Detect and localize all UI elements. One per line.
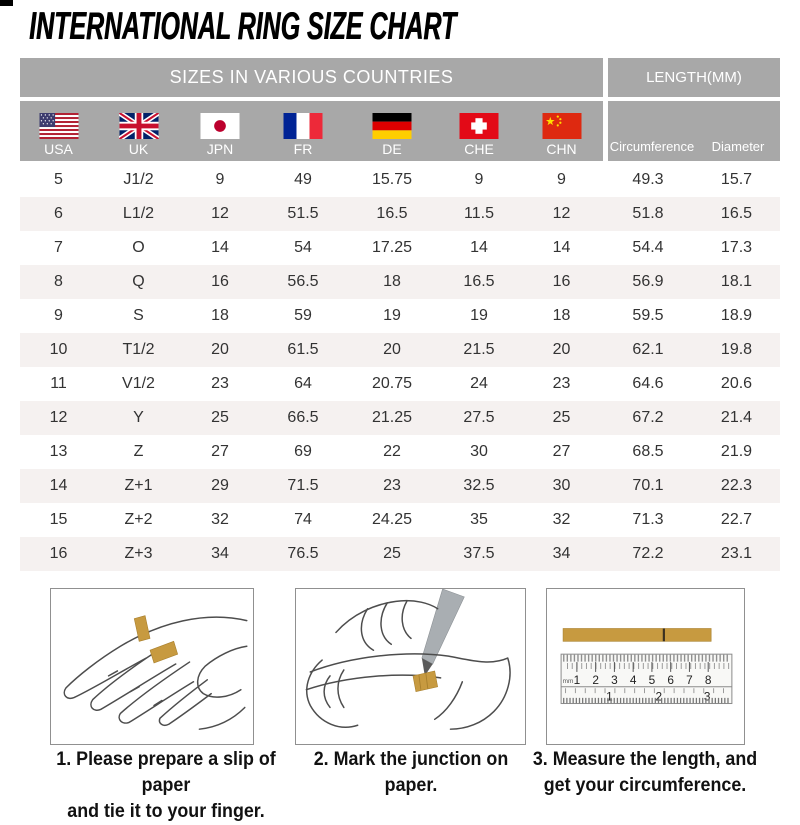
table-cell: 20.75: [371, 375, 413, 392]
table-cell: 51.5: [287, 205, 319, 222]
diameter-column-header: Diameter: [711, 139, 765, 154]
table-row: [20, 401, 780, 435]
table-cell: 24.25: [371, 511, 413, 528]
table-cell: 18: [552, 307, 571, 324]
table-cell: 49: [294, 171, 312, 188]
step3-figure: [546, 588, 745, 745]
step3-caption: [520, 747, 770, 799]
table-cell: 15.7: [720, 171, 753, 188]
table-cell: T1/2: [122, 341, 155, 358]
table-group-header: [20, 58, 780, 97]
table-cell: 19: [470, 307, 488, 324]
table-cell: 18.1: [720, 273, 753, 290]
circumference-column-header: Circumference: [609, 139, 695, 154]
corner-artifact: [0, 0, 13, 6]
ruler-cm-number: 8: [704, 672, 712, 687]
table-cell: 16: [49, 545, 68, 562]
column-usa: [20, 101, 97, 161]
table-row: [20, 435, 780, 469]
table-cell: 34: [211, 545, 229, 562]
table-cell: 56.9: [632, 273, 664, 290]
table-cell: Z+2: [124, 511, 153, 528]
table-cell: 69: [294, 443, 312, 460]
table-cell: 62.1: [632, 341, 664, 358]
ruler-cm-number: 7: [686, 672, 693, 687]
table-cell: 19: [383, 307, 401, 324]
table-cell: 25: [211, 409, 229, 426]
country-label: UK: [128, 141, 149, 157]
table-cell: 17.3: [720, 239, 753, 256]
table-cell: 32: [211, 511, 229, 528]
caption-line: get your circumference.: [543, 775, 747, 796]
table-cell: 5: [54, 171, 63, 188]
table-cell: 30: [470, 443, 488, 460]
column-de: [346, 101, 438, 161]
ruler-cm-number: 3: [611, 672, 618, 687]
table-cell: 15: [49, 511, 68, 528]
table-cell: 9: [215, 171, 225, 188]
table-cell: 21.25: [371, 409, 413, 426]
table-cell: 16: [552, 273, 571, 290]
table-cell: 9: [474, 171, 484, 188]
table-cell: 74: [294, 511, 312, 528]
table-cell: 14: [552, 239, 571, 256]
table-cell: 6: [54, 205, 63, 222]
table-cell: 14: [470, 239, 488, 256]
table-row: [20, 197, 780, 231]
table-cell: Y: [133, 409, 144, 426]
table-cell: V1/2: [122, 375, 155, 392]
table-cell: 66.5: [287, 409, 319, 426]
ruler-inch-number: 1: [606, 689, 613, 704]
table-row: [20, 367, 780, 401]
table-cell: 71.3: [632, 511, 664, 528]
country-label: CHN: [546, 141, 577, 157]
table-cell: 32.5: [463, 477, 495, 494]
table-cell: 37.5: [463, 545, 495, 562]
table-cell: Z+3: [124, 545, 153, 562]
table-row: [20, 299, 780, 333]
table-cell: 23: [383, 477, 401, 494]
table-cell: 59.5: [632, 307, 664, 324]
table-cell: 11: [50, 375, 67, 392]
table-cell: 20.6: [720, 375, 753, 392]
table-cell: 16.5: [376, 205, 408, 222]
table-cell: 25: [552, 409, 571, 426]
table-row: [20, 503, 780, 537]
table-cell: 34: [552, 545, 571, 562]
table-cell: 35: [470, 511, 488, 528]
table-cell: Z: [133, 443, 144, 460]
table-row: [20, 231, 780, 265]
column-chn: [520, 101, 603, 161]
germany-flag-icon: [372, 113, 412, 139]
table-cell: 9: [557, 171, 566, 188]
switzerland-flag-icon: [459, 113, 499, 139]
table-cell: 15.75: [371, 171, 413, 188]
table-cell: 49.3: [632, 171, 664, 188]
table-cell: 12: [49, 409, 68, 426]
step2-figure: [295, 588, 526, 745]
column-uk: [97, 101, 180, 161]
hand-with-tied-paper-illustration: [51, 589, 253, 744]
table-cell: 18.9: [720, 307, 753, 324]
table-cell: 11.5: [464, 205, 494, 222]
table-cell: 25: [383, 545, 401, 562]
country-label: USA: [44, 141, 73, 157]
country-label: JPN: [206, 141, 234, 157]
table-cell: 64: [294, 375, 312, 392]
column-fr: [260, 101, 346, 161]
table-cell: 21.9: [720, 443, 753, 460]
uk-flag-icon: [119, 113, 159, 139]
table-cell: 32: [552, 511, 571, 528]
ruler-cm-number: 6: [667, 672, 674, 687]
ruler-cm-number: 4: [629, 672, 637, 687]
table-cell: 59: [294, 307, 312, 324]
country-label: CHE: [464, 141, 494, 157]
caption-line: 3. Measure the length, and: [532, 749, 758, 770]
step1-figure: [50, 588, 254, 745]
table-cell: 54.4: [632, 239, 664, 256]
caption-line: 1. Please prepare a slip of paper: [56, 749, 276, 796]
sizes-group-header: SIZES IN VARIOUS COUNTRIES: [20, 58, 603, 97]
table-cell: 51.8: [632, 205, 664, 222]
table-cell: 22.3: [720, 477, 753, 494]
column-jpn: [180, 101, 260, 161]
table-cell: 22: [383, 443, 401, 460]
table-row: [20, 265, 780, 299]
table-cell: 8: [54, 273, 63, 290]
table-cell: 17.25: [371, 239, 413, 256]
table-cell: L1/2: [122, 205, 155, 222]
table-row: [20, 469, 780, 503]
ruler-cm-number: 5: [648, 672, 656, 687]
table-cell: 27.5: [463, 409, 495, 426]
table-row: [20, 537, 780, 571]
france-flag-icon: [283, 113, 323, 139]
table-cell: 12: [552, 205, 571, 222]
ruler-measurement-illustration: [547, 589, 744, 744]
table-row: [20, 333, 780, 367]
table-cell: 22.7: [720, 511, 753, 528]
length-columns: [603, 101, 780, 161]
ruler-inch-number: 2: [655, 689, 663, 704]
country-label: FR: [293, 141, 313, 157]
table-cell: 61.5: [287, 341, 319, 358]
ruler-cm-number: 2: [592, 672, 599, 687]
length-group-header: LENGTH(MM): [603, 58, 780, 97]
table-cell: 10: [49, 341, 68, 358]
country-label: DE: [382, 141, 402, 157]
table-cell: 56.5: [287, 273, 319, 290]
table-cell: 14: [49, 477, 68, 494]
table-cell: 16: [211, 273, 229, 290]
table-body: [20, 163, 780, 571]
table-cell: 68.5: [632, 443, 664, 460]
country-columns: [20, 101, 603, 161]
column-che: [438, 101, 520, 161]
table-cell: 72.2: [632, 545, 664, 562]
table-cell: J1/2: [123, 171, 154, 188]
table-cell: 16.5: [720, 205, 753, 222]
table-cell: Q: [132, 273, 145, 290]
ring-size-table: [20, 58, 780, 571]
table-cell: 64.6: [632, 375, 664, 392]
table-cell: 13: [49, 443, 68, 460]
table-cell: 67.2: [632, 409, 664, 426]
table-cell: 29: [211, 477, 229, 494]
table-cell: O: [132, 239, 145, 256]
ruler-cm-number: 1: [573, 672, 581, 687]
ruler-inch-number: 3: [703, 689, 711, 704]
table-cell: 7: [54, 239, 63, 256]
table-cell: 12: [211, 205, 229, 222]
table-cell: 27: [211, 443, 229, 460]
caption-line: and tie it to your finger.: [67, 801, 265, 822]
table-cell: 70.1: [632, 477, 664, 494]
usa-flag-icon: [39, 113, 79, 139]
ruler-unit-label: mm: [562, 677, 574, 685]
table-cell: 14: [211, 239, 229, 256]
table-cell: 30: [552, 477, 571, 494]
table-cell: 20: [552, 341, 571, 358]
table-cell: 9: [54, 307, 63, 324]
table-cell: 21.4: [720, 409, 753, 426]
table-cell: Z+1: [124, 477, 153, 494]
table-column-header: [20, 101, 780, 161]
table-cell: 23: [552, 375, 571, 392]
table-cell: 19.8: [720, 341, 753, 358]
china-flag-icon: [542, 113, 582, 139]
caption-line: 2. Mark the junction on paper.: [313, 749, 509, 796]
table-row: [20, 163, 780, 197]
table-cell: 16.5: [463, 273, 495, 290]
table-cell: 18: [211, 307, 229, 324]
table-cell: 18: [383, 273, 401, 290]
table-cell: S: [133, 307, 144, 324]
table-cell: 23.1: [720, 545, 753, 562]
step1-caption: [36, 747, 295, 825]
mark-junction-illustration: [296, 589, 525, 744]
table-cell: 20: [211, 341, 229, 358]
table-cell: 54: [294, 239, 312, 256]
table-cell: 24: [470, 375, 488, 392]
japan-flag-icon: [200, 113, 240, 139]
step2-caption: [286, 747, 536, 799]
table-cell: 27: [552, 443, 571, 460]
table-cell: 20: [383, 341, 401, 358]
table-cell: 71.5: [287, 477, 319, 494]
table-cell: 21.5: [463, 341, 495, 358]
table-cell: 23: [211, 375, 229, 392]
table-cell: 76.5: [287, 545, 319, 562]
page-title: INTERNATIONAL RING SIZE CHART: [29, 5, 457, 48]
